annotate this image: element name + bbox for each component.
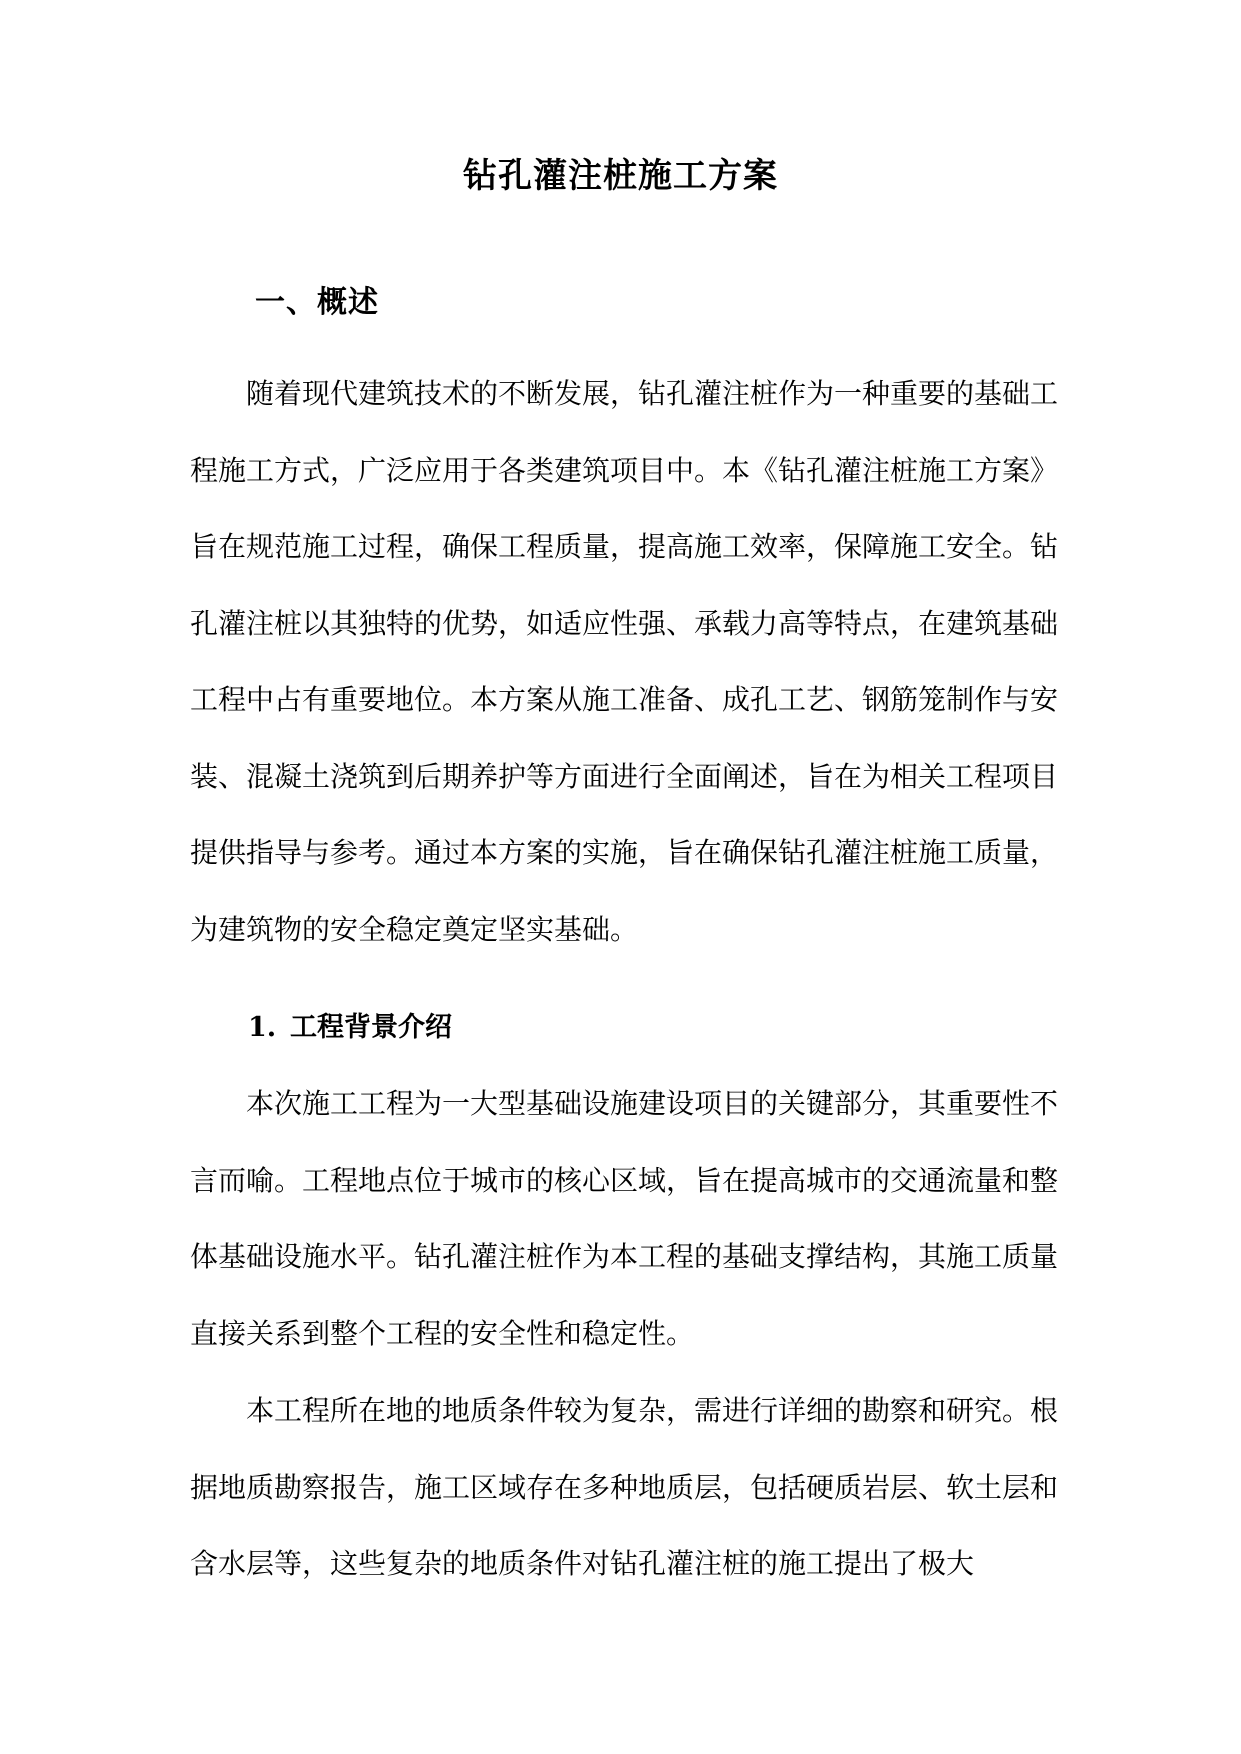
subsection-number: 1. [248, 1012, 277, 1043]
overview-paragraph: 随着现代建筑技术的不断发展，钻孔灌注桩作为一种重要的基础工程施工方式，广泛应用于各类建筑项目中。本《钻孔灌注桩施工方案》旨在规范施工过程，确保工程质量，提高施工效率，保障施工安全。钻孔灌注桩以其独特的优势，如适应性强、承载力高等特点，在建筑基础工程中占有重要地位。本方案从施工准备、成孔工艺、钢筋笼制作与安装、混凝土浇筑到后期养护等方面进行全面阐述，旨在为相关工程项目提供指导与参考。通过本方案的实施，旨在确保钻孔灌注桩施工质量，为建筑物的安全稳定奠定坚实基础。 [190, 377, 1059, 946]
subsection-heading-project-background [248, 1008, 452, 1048]
background-paragraph-1: 本次施工工程为一大型基础设施建设项目的关键部分，其重要性不言而喻。工程地点位于城市的核心区域，旨在提高城市的交通流量和整体基础设施水平。钻孔灌注桩作为本工程的基础支撑结构，其施工质量直接关系到整个工程的安全性和稳定性。 [190, 1087, 1059, 1350]
document-title: 钻孔灌注桩施工方案 [463, 156, 778, 196]
section-heading-overview: 一、概述 [255, 285, 379, 320]
background-paragraph-2: 本工程所在地的地质条件较为复杂，需进行详细的勘察和研究。根据地质勘察报告，施工区域存在多种地质层，包括硬质岩层、软土层和含水层等，这些复杂的地质条件对钻孔灌注桩的施工提出了极大 [190, 1394, 1059, 1580]
subsection-heading-text: 工程背景介绍 [290, 1012, 452, 1043]
